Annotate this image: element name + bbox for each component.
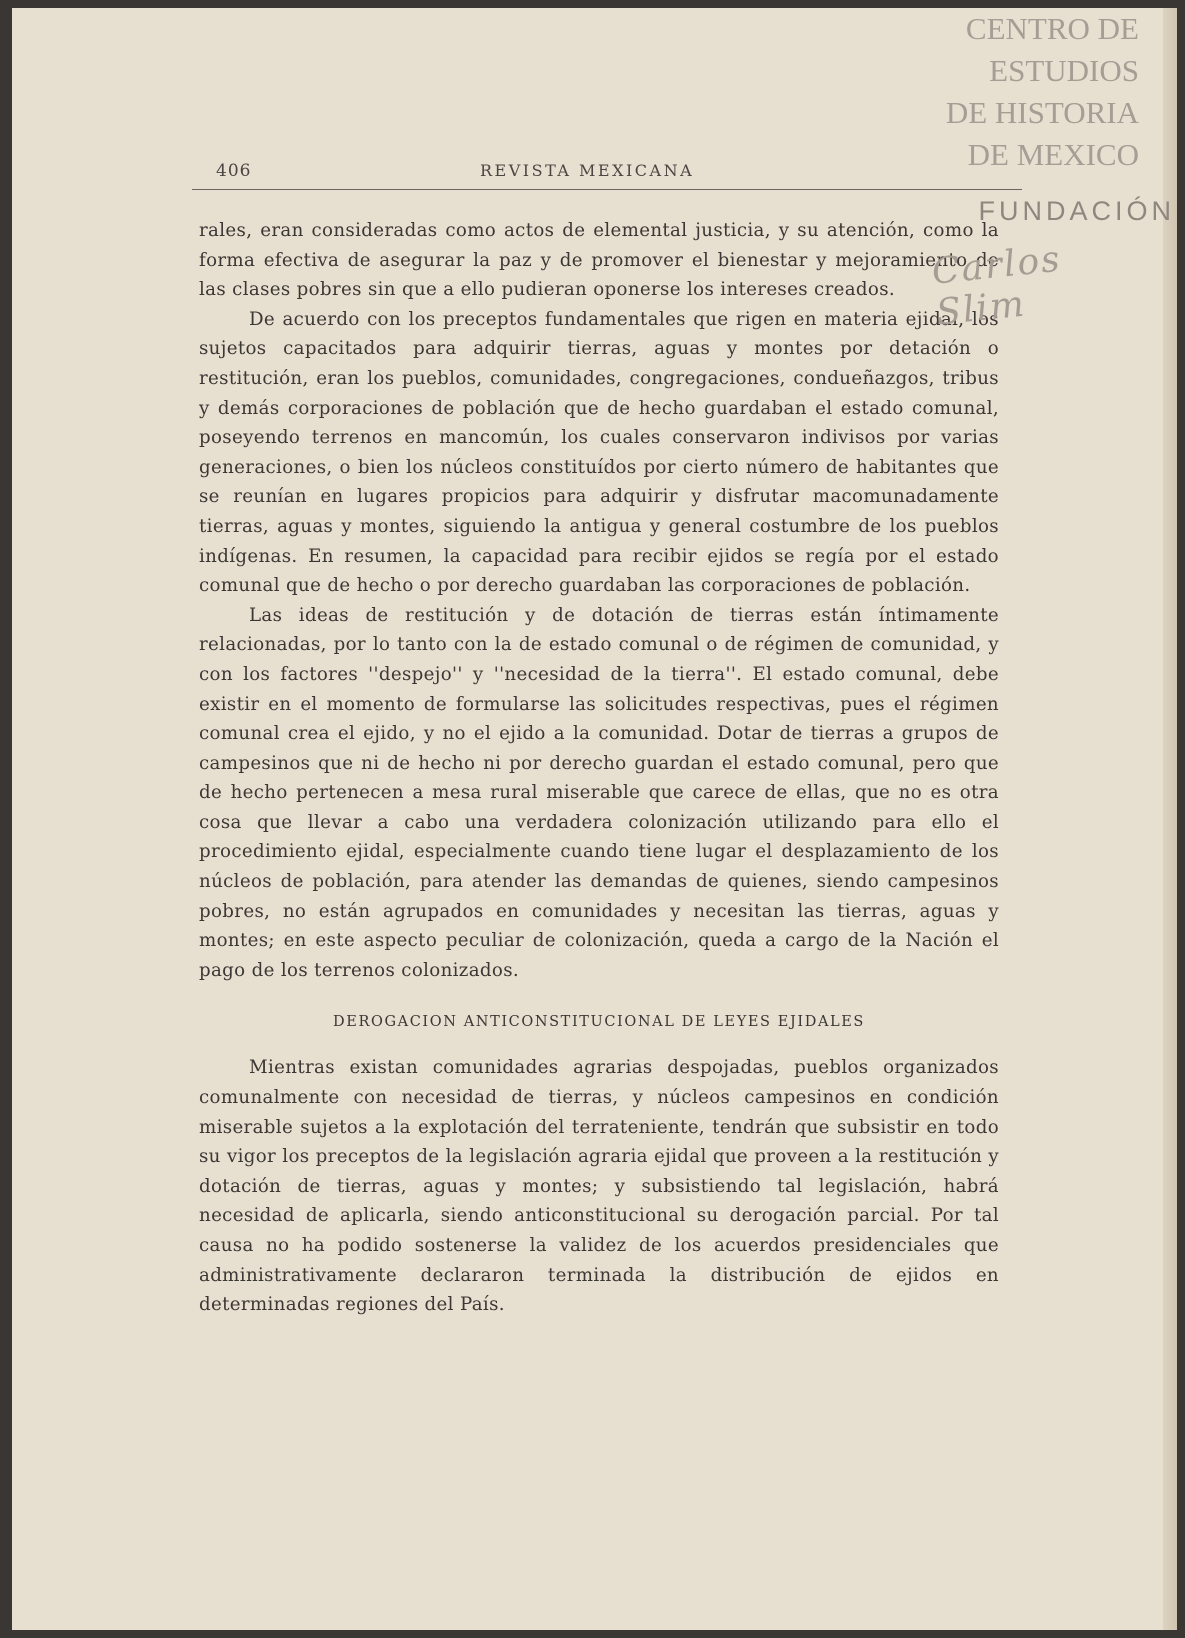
book-page [12,8,1177,1630]
watermark-line: ESTUDIOS [989,53,1139,88]
watermark-line: DE MEXICO [967,137,1139,172]
watermark-line: DE HISTORIA [945,95,1139,130]
article-body [199,216,999,1320]
watermark-line: CENTRO DE [965,11,1139,46]
paragraph: Las ideas de restitución y de dotación de tierras están íntimamente relacionadas, por lo tanto con la de estado comunal o de régimen de comunidad, y con los factores ''despejo'' y ''necesidad de la tierra''. El estado comunal, debe existir en el momento de formularse las solicitudes respectivas, pues el régimen comunal crea el ejido, y no el ejido a la comunidad. Dotar de tierras a grupos de campesinos que ni de hecho ni por derecho guardan el estado comunal, pero que de hecho pertenecen a mesa rural miserable que carece de ellas, que no es otra cosa que llevar a cabo una verdadera colonización utilizando para ello el procedimiento ejidal, especialmente cuando tiene lugar el desplazamiento de los núcleos de población, para atender las demandas de quienes, siendo campesinos pobres, no están agrupados en comunidades y necesitan las tierras, aguas y montes; en este aspecto peculiar de colonización, queda a cargo de la Nación el pago de los terrenos colonizados. [199,604,999,981]
watermark-signature: Carlos Slim [929,238,1064,334]
paragraph: rales, eran consideradas como actos de elemental justicia, y su atención, como la forma efectiva de asegurar la paz y de promover el bienestar y mejoramiento de las clases pobres sin que a ello pudieran oponerse los intereses creados. [199,220,999,301]
paragraph: De acuerdo con los preceptos fundamentales que rigen en materia ejidal, los sujetos capacitados para adquirir tierras, aguas y montes por detación o restitución, eran los pueblos, comunidades, congregaciones, condueñazgos, tribus y demás corporaciones de población que de hecho guardaban el estado comunal, poseyendo terrenos en mancomún, los cuales conservaron indivisos por varias generaciones, o bien los núcleos constituídos por cierto número de habitantes que se reunían en lugares propicios para adquirir y disfrutar macomunadamente tierras, aguas y montes, siguiendo la antigua y general costumbre de los pueblos indígenas. En resumen, la capacidad para recibir ejidos se regía por el estado comunal que de hecho o por derecho guardaban las corporaciones de población. [199,308,999,597]
page-header [192,151,1032,191]
header-rule [192,189,1022,190]
running-title: REVISTA MEXICANA [480,161,695,180]
paragraph: Mientras existan comunidades agrarias despojadas, pueblos organizados comunalmente con necesidad de tierras, y núcleos campesinos en condición miserable sujetos a la explotación del terrateniente, tendrán que subsistir en todo su vigor los preceptos de la legislación agraria ejidal que proveen a la restitución y dotación de tierras, aguas y montes; y subsistiendo tal legislación, habrá necesidad de aplicarla, siendo anticonstitucional su derogación parcial. Por tal causa no ha podido sostenerse la validez de los acuerdos presidenciales que administrativamente declararon terminada la distribución de ejidos en determinadas regiones del País. [199,1057,999,1316]
section-heading: DEROGACION ANTICONSTITUCIONAL DE LEYES EJIDALES [333,1014,865,1031]
watermark-foundation: FUNDACIÓN [978,196,1175,226]
page-edge [1163,8,1177,1630]
page-number: 406 [216,161,252,181]
